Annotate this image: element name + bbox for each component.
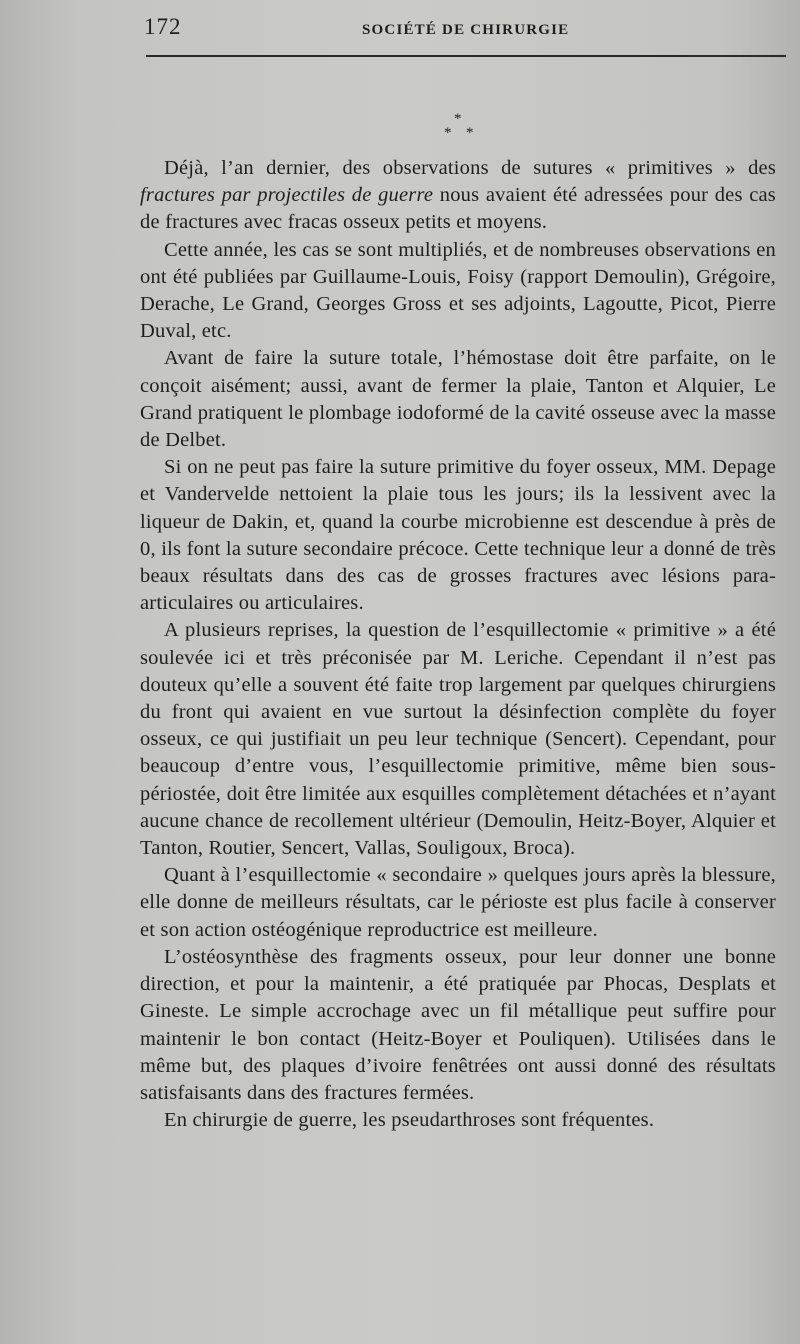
asterism-star: * <box>454 111 462 127</box>
paragraph-1-text-end: nous avaient été adressées pour des cas de fractures avec fracas osseux petits et moyens. <box>140 184 776 234</box>
paragraph-1-italic-phrase: fractures par projectiles de guerre <box>140 184 434 207</box>
paragraph-8: En chirurgie de guerre, les pseudarthroses sont fréquentes. <box>164 1109 655 1132</box>
paragraph-7: L’ostéosynthèse des fragments osseux, pour leur donner une bonne direction, et pour la maintenir, a été pratiquée par Phocas, Desplats et Gineste. Le simple accrochage avec un fil métallique peut suffire pour maintenir le bon contact (Heitz-Boyer et Pouliquen). Utilisées dans le même but, des plaques d’ivoire fenêtrées ont aussi donné des résultats satisfaisants dans des fractures fermées. <box>140 945 776 1104</box>
paragraph-6: Quant à l’esquillectomie « secondaire » quelques jours après la blessure, elle donne de meilleurs résultats, car le périoste est plus facile à conserver et son action ostéogénique reproductrice est meilleure. <box>140 864 776 941</box>
paragraph-4: Si on ne peut pas faire la suture primitive du foyer osseux, MM. Depage et Vandervelde nettoient la plaie tous les jours; ils la lessivent avec la liqueur de Dakin, et, quand la courbe microbienne est descendue à près de 0, ils font la suture secondaire précoce. Cette technique leur a donné de très beaux résultats dans des cas de grosses fractures avec lésions para-articulaires ou articulaires. <box>140 456 776 615</box>
asterism-star: * <box>466 125 474 141</box>
paragraph-3: Avant de faire la suture totale, l’hémostase doit être parfaite, on le conçoit aisément; aussi, avant de fermer la plaie, Tanton et Alquier, Le Grand pratiquent le plombage iodoformé de la cavité osseuse avec la masse de Delbet. <box>140 347 776 452</box>
asterism-separator <box>440 110 490 146</box>
running-title: SOCIÉTÉ DE CHIRURGIE <box>362 22 570 38</box>
asterism-star: * <box>444 125 452 141</box>
paragraph-5: A plusieurs reprises, la question de l’esquillectomie « primitive » a été soulevée ici et très préconisée par M. Leriche. Cependant il n’est pas douteux qu’elle a souvent été faite trop largement par quelques chirurgiens du front qui avaient en vue surtout la désinfection complète du foyer osseux, ce qui justifiait un peu leur technique (Sencert). Cependant, pour beaucoup d’entre vous, l’esquillectomie primitive, même bien sous-périostée, doit être limitée aux esquilles complètement détachées et n’ayant aucune chance de recollement ultérieur (Demoulin, Heitz-Boyer, Alquier et Tanton, Routier, Sencert, Vallas, Souligoux, Broca). <box>140 619 776 860</box>
page-header <box>0 8 800 48</box>
paragraph-2: Cette année, les cas se sont multipliés, et de nombreuses observations en ont été publiées par Guillaume-Louis, Foisy (rapport Demoulin), Grégoire, Derache, Le Grand, Georges Gross et ses adjoints, Lagoutte, Picot, Pierre Duval, etc. <box>140 238 776 343</box>
paragraph-1-text-start: Déjà, l’an dernier, des observations de sutures « primitives » des <box>164 157 776 179</box>
page-number: 172 <box>144 14 182 39</box>
header-rule <box>146 55 786 57</box>
body-text <box>140 155 776 1134</box>
paragraph-1 <box>140 155 776 237</box>
